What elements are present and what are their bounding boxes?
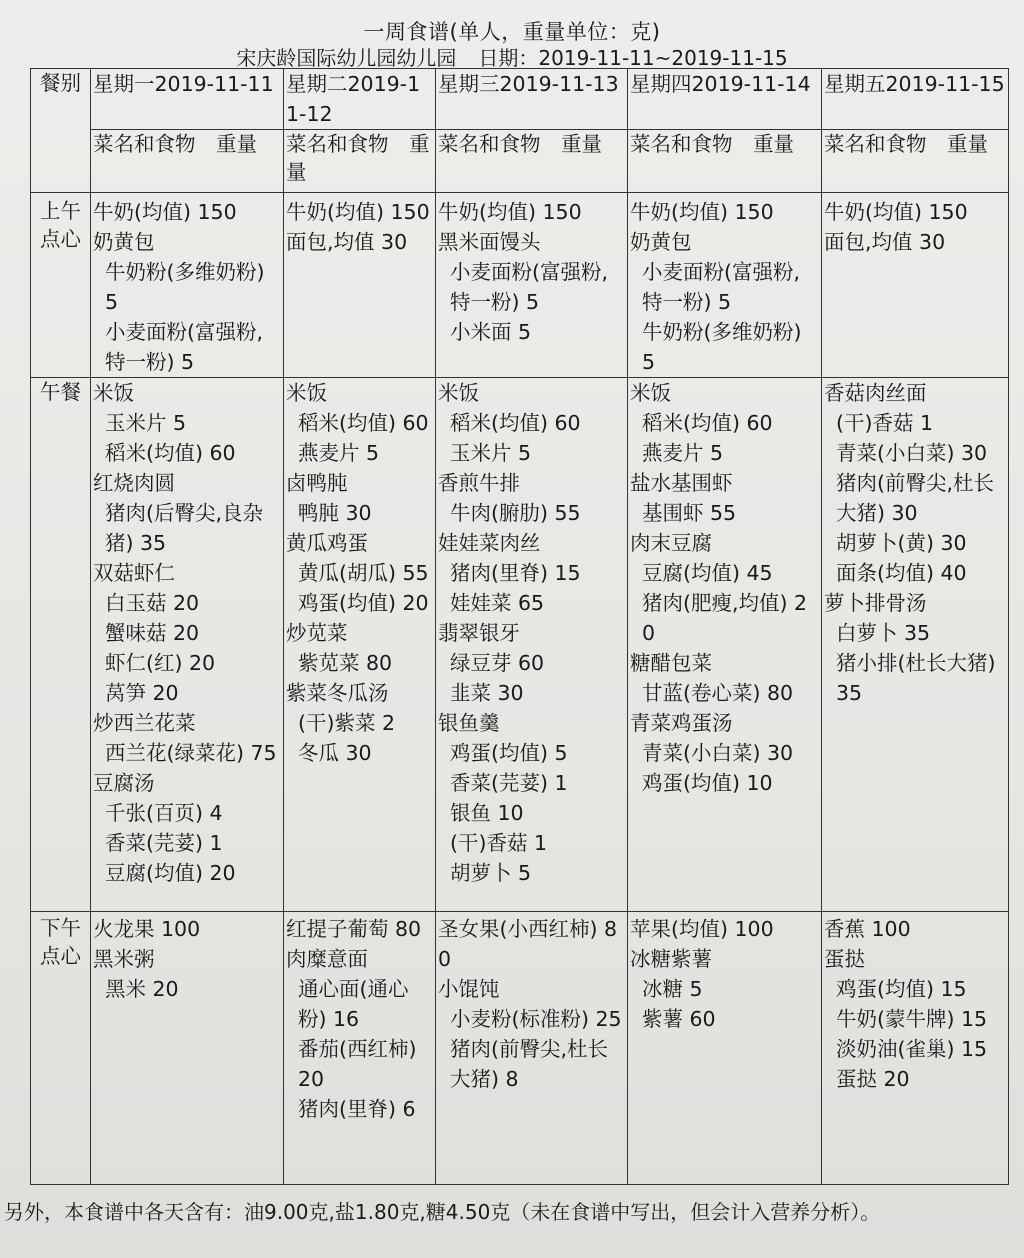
day-header-wed: 星期三2019-11-13 <box>436 69 628 130</box>
ingredient-line: 莴笋 20 <box>105 681 179 705</box>
ingredient-line: 胡萝卜 5 <box>450 861 532 885</box>
ingredient-line: 鸭肫 30 <box>298 501 372 525</box>
ingredient-line: 稻米(均值) 60 <box>105 441 236 465</box>
ingredient-line: 牛奶粉(多维奶粉) 5 <box>642 320 809 374</box>
menu-cell <box>628 378 822 912</box>
menu-cell <box>284 378 436 912</box>
ingredient-line: 鸡蛋(均值) 20 <box>298 591 429 615</box>
day-header-row <box>31 69 1009 130</box>
dish-name: 香菇肉丝面 <box>824 381 927 405</box>
ingredient-line: 韭菜 30 <box>450 681 524 705</box>
ingredient-line: 小麦面粉(富强粉,特一粉) 5 <box>450 260 609 314</box>
ingredient-line: 鸡蛋(均值) 15 <box>836 977 967 1001</box>
dish-name: 糖醋包菜 <box>630 651 712 675</box>
ingredient-line: 猪肉(肥瘦,均值) 20 <box>642 591 808 645</box>
ingredient-line: 玉米片 5 <box>450 441 532 465</box>
ingredient-line: (干)香菇 1 <box>450 831 548 855</box>
dish-name: 蛋挞 <box>824 947 865 971</box>
date-range: 日期：2019-11-11~2019-11-15 <box>478 46 788 70</box>
meal-column-header: 餐别 <box>31 69 91 193</box>
page-title: 一周食谱(单人，重量单位：克) <box>363 20 661 44</box>
dish-name: 火龙果 100 <box>93 917 201 941</box>
ingredient-line: 番茄(西红柿) 20 <box>298 1037 424 1091</box>
dish-name: 苹果(均值) 100 <box>630 917 774 941</box>
dish-name: 双菇虾仁 <box>93 561 175 585</box>
ingredient-line: 千张(百页) 4 <box>105 801 223 825</box>
ingredient-line: 黑米 20 <box>105 977 179 1001</box>
ingredient-line: 稻米(均值) 60 <box>450 411 581 435</box>
dish-name: 红烧肉圆 <box>93 471 175 495</box>
dish-name: 米饭 <box>438 381 479 405</box>
meal-label-morning: 上午点心 <box>31 193 91 378</box>
ingredient-line: 猪肉(后臀尖,良杂猪) 35 <box>105 501 264 555</box>
dish-name: 米饭 <box>93 381 134 405</box>
ingredient-line: 西兰花(绿菜花) 75 <box>105 741 277 765</box>
ingredient-line: 通心面(通心粉) 16 <box>298 977 409 1031</box>
dish-name: 炒苋菜 <box>286 621 348 645</box>
meal-label-afternoon: 下午点心 <box>31 912 91 1185</box>
dish-name: 黄瓜鸡蛋 <box>286 531 368 555</box>
ingredient-line: 鸡蛋(均值) 5 <box>450 741 568 765</box>
ingredient-line: 甘蓝(卷心菜) 80 <box>642 681 794 705</box>
ingredient-line: 鸡蛋(均值) 10 <box>642 771 773 795</box>
ingredient-line: 猪肉(前臀尖,杜长大猪) 8 <box>450 1037 609 1091</box>
dish-name: 娃娃菜肉丝 <box>438 531 541 555</box>
ingredient-line: 香菜(芫荽) 1 <box>105 831 223 855</box>
dish-name: 冰糖紫薯 <box>630 947 712 971</box>
ingredient-line: 燕麦片 5 <box>642 441 724 465</box>
ingredient-line: 牛奶粉(多维奶粉) 5 <box>105 260 272 314</box>
menu-cell <box>628 193 822 378</box>
morning-snack-row <box>31 193 1009 378</box>
ingredient-line: 娃娃菜 65 <box>450 591 545 615</box>
dish-name: 黑米面馒头 <box>438 230 541 254</box>
ingredient-line: 香菜(芫荽) 1 <box>450 771 568 795</box>
ingredient-line: 蟹味菇 20 <box>105 621 200 645</box>
ingredient-line: 小麦粉(标准粉) 25 <box>450 1007 622 1031</box>
dish-name: 香蕉 100 <box>824 917 911 941</box>
dish-name: 香煎牛排 <box>438 471 520 495</box>
meal-label-lunch: 午餐 <box>31 378 91 912</box>
ingredient-line: 基围虾 55 <box>642 501 737 525</box>
sub-header-wed: 菜名和食物 重量 <box>436 130 628 193</box>
day-header-thu: 星期四2019-11-14 <box>628 69 822 130</box>
ingredient-line: 豆腐(均值) 20 <box>105 861 236 885</box>
dish-name: 牛奶(均值) 150 <box>93 200 237 224</box>
page-subtitle <box>0 42 1024 71</box>
menu-cell <box>436 378 628 912</box>
menu-cell <box>822 378 1009 912</box>
ingredient-line: 猪小排(杜长大猪) 35 <box>836 651 1003 705</box>
ingredient-line: 冬瓜 30 <box>298 741 372 765</box>
ingredient-line: 胡萝卜(黄) 30 <box>836 531 967 555</box>
dish-name: 肉末豆腐 <box>630 531 712 555</box>
ingredient-line: 猪肉(前臀尖,杜长大猪) 30 <box>836 471 995 525</box>
ingredient-line: 稻米(均值) 60 <box>298 411 429 435</box>
ingredient-line: 面条(均值) 40 <box>836 561 967 585</box>
dish-name: 牛奶(均值) 150 <box>286 200 430 224</box>
lunch-row <box>31 378 1009 912</box>
ingredient-line: 豆腐(均值) 45 <box>642 561 773 585</box>
ingredient-line: 蛋挞 20 <box>836 1067 910 1091</box>
weekly-menu-table <box>30 68 1009 1185</box>
dish-name: 萝卜排骨汤 <box>824 591 927 615</box>
dish-name: 圣女果(小西红柿) 80 <box>438 917 618 971</box>
dish-name: 炒西兰花菜 <box>93 711 196 735</box>
dish-name: 盐水基围虾 <box>630 471 733 495</box>
ingredient-line: 黄瓜(胡瓜) 55 <box>298 561 429 585</box>
footer-note: 另外，本食谱中各天含有：油9.00克,盐1.80克,糖4.50克（未在食谱中写出，但会计入营养分析）。 <box>4 1200 881 1224</box>
ingredient-line: 虾仁(红) 20 <box>105 651 216 675</box>
dish-name: 米饭 <box>286 381 327 405</box>
ingredient-line: 白萝卜 35 <box>836 621 931 645</box>
dish-name: 奶黄包 <box>630 230 692 254</box>
dish-name: 小馄饨 <box>438 977 500 1001</box>
dish-name: 银鱼羹 <box>438 711 500 735</box>
ingredient-line: 紫苋菜 80 <box>298 651 393 675</box>
ingredient-line: 绿豆芽 60 <box>450 651 545 675</box>
dish-name: 青菜鸡蛋汤 <box>630 711 733 735</box>
day-header-mon: 星期一2019-11-11 <box>91 69 284 130</box>
ingredient-line: 白玉菇 20 <box>105 591 200 615</box>
dish-name: 肉糜意面 <box>286 947 368 971</box>
menu-cell <box>284 912 436 1185</box>
menu-cell <box>436 193 628 378</box>
day-header-tue: 星期二2019-11-12 <box>284 69 436 130</box>
dish-name: 面包,均值 30 <box>286 230 408 254</box>
sub-header-thu: 菜名和食物 重量 <box>628 130 822 193</box>
dish-name: 奶黄包 <box>93 230 155 254</box>
ingredient-line: 猪肉(里脊) 15 <box>450 561 581 585</box>
dish-name: 黑米粥 <box>93 947 155 971</box>
dish-name: 面包,均值 30 <box>824 230 946 254</box>
ingredient-line: 小米面 5 <box>450 320 532 344</box>
ingredient-line: 小麦面粉(富强粉,特一粉) 5 <box>642 260 801 314</box>
ingredient-line: 燕麦片 5 <box>298 441 380 465</box>
menu-cell <box>628 912 822 1185</box>
sub-header-tue: 菜名和食物 重量 <box>284 130 436 193</box>
school-name: 宋庆龄国际幼儿园幼儿园 <box>236 46 457 70</box>
ingredient-line: 猪肉(里脊) 6 <box>298 1097 416 1121</box>
ingredient-line: (干)香菇 1 <box>836 411 934 435</box>
dish-name: 牛奶(均值) 150 <box>630 200 774 224</box>
dish-name: 红提子葡萄 80 <box>286 917 422 941</box>
ingredient-line: 牛奶(蒙牛牌) 15 <box>836 1007 988 1031</box>
sub-header-mon: 菜名和食物 重量 <box>91 130 284 193</box>
dish-name: 豆腐汤 <box>93 771 155 795</box>
ingredient-line: 冰糖 5 <box>642 977 703 1001</box>
ingredient-line: (干)紫菜 2 <box>298 711 396 735</box>
menu-cell <box>91 193 284 378</box>
sub-header-row <box>31 130 1009 193</box>
ingredient-line: 青菜(小白菜) 30 <box>642 741 794 765</box>
dish-name: 卤鸭肫 <box>286 471 348 495</box>
menu-cell <box>91 912 284 1185</box>
dish-name: 紫菜冬瓜汤 <box>286 681 389 705</box>
day-header-fri: 星期五2019-11-15 <box>822 69 1009 130</box>
menu-cell <box>91 378 284 912</box>
ingredient-line: 淡奶油(雀巢) 15 <box>836 1037 988 1061</box>
ingredient-line: 稻米(均值) 60 <box>642 411 773 435</box>
ingredient-line: 玉米片 5 <box>105 411 187 435</box>
menu-cell <box>284 193 436 378</box>
menu-cell <box>822 912 1009 1185</box>
ingredient-line: 紫薯 60 <box>642 1007 716 1031</box>
ingredient-line: 牛肉(腑肋) 55 <box>450 501 581 525</box>
dish-name: 牛奶(均值) 150 <box>824 200 968 224</box>
dish-name: 翡翠银牙 <box>438 621 520 645</box>
dish-name: 牛奶(均值) 150 <box>438 200 582 224</box>
sub-header-fri: 菜名和食物 重量 <box>822 130 1009 193</box>
ingredient-line: 青菜(小白菜) 30 <box>836 441 988 465</box>
dish-name: 米饭 <box>630 381 671 405</box>
menu-cell <box>436 912 628 1185</box>
menu-cell <box>822 193 1009 378</box>
ingredient-line: 小麦面粉(富强粉,特一粉) 5 <box>105 320 264 374</box>
ingredient-line: 银鱼 10 <box>450 801 524 825</box>
afternoon-snack-row <box>31 912 1009 1185</box>
